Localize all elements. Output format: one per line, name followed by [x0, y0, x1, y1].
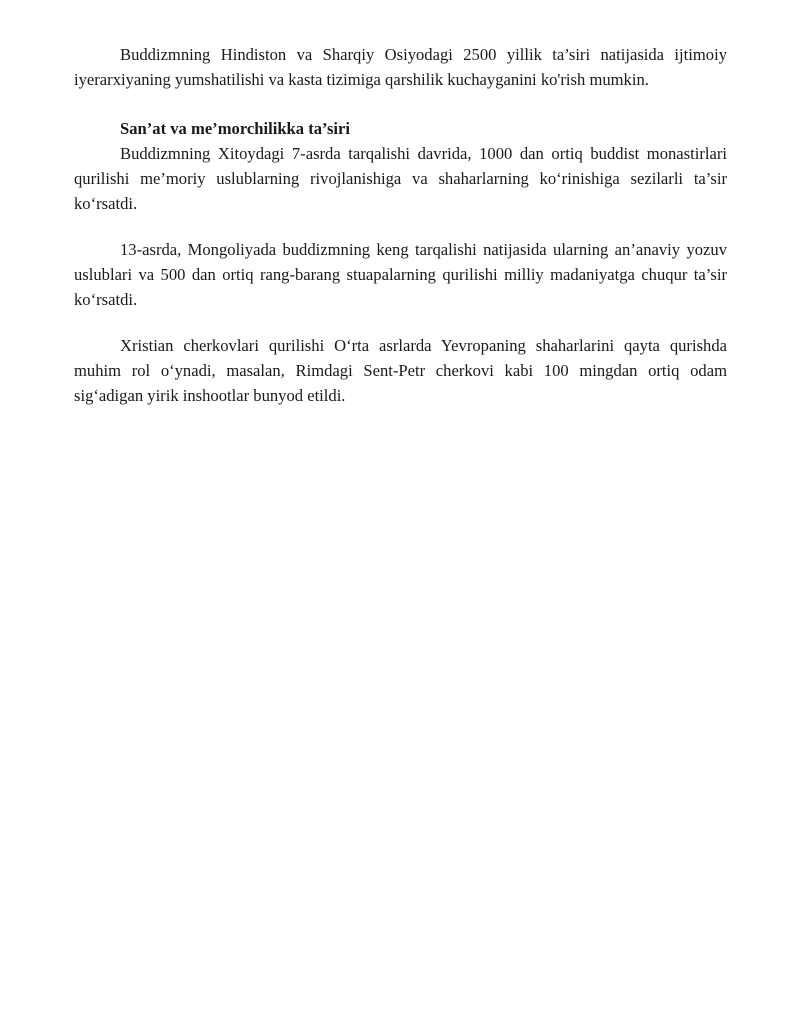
section-heading: San’at va me’morchilikka ta’siri [120, 119, 350, 138]
paragraph-social-hierarchy: Buddizmning Hindiston va Sharqiy Osiyodagi 2500 yillik ta’siri natijasida ijtimoiy iyerarxiyaning yumshatilishi va kasta tizimiga qarshilik kuchayganini ko'rish mumkin. [74, 45, 727, 89]
paragraph-mongolia-stupas: 13-asrda, Mongoliyada buddizmning keng tarqalishi natijasida ularning an’anaviy yozuv uslublari va 500 dan ortiq rang-barang stuapalarning qurilishi milliy madaniyatga chuqur ta’sir ko‘rsatdi. [74, 240, 727, 309]
paragraph-christian-churches: Xristian cherkovlari qurilishi O‘rta asrlarda Yevropaning shaharlarini qayta qurishda muhim rol o‘ynadi, masalan, Rimdagi Sent-Petr cherkovi kabi 100 mingdan ortiq odam sig‘adigan yirik inshootlar bunyod etildi. [74, 336, 727, 405]
document-page [74, 42, 727, 408]
paragraph-china-monasteries: Buddizmning Xitoydagi 7-asrda tarqalishi davrida, 1000 dan ortiq buddist monastirlari qurilishi me’moriy uslublarning rivojlanishiga va shaharlarning ko‘rinishiga sezilarli ta’sir ko‘rsatdi. [74, 144, 727, 213]
